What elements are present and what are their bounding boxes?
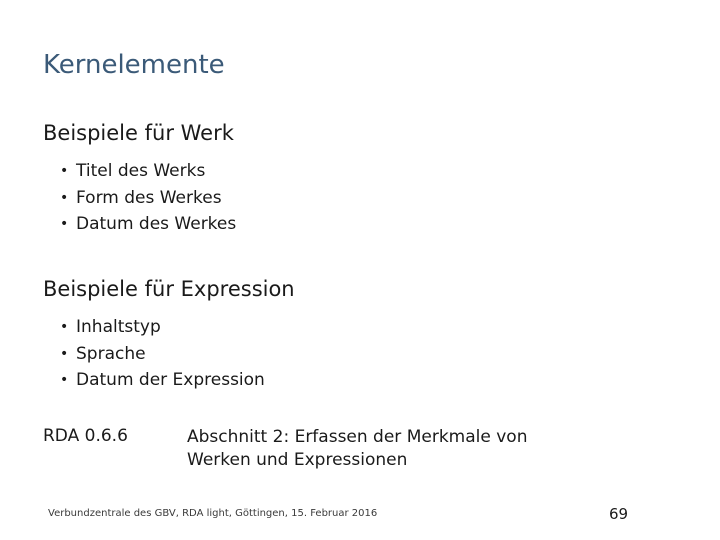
bullet-icon: • [60, 163, 69, 179]
list-item [60, 185, 236, 212]
slide-title: Kernelemente [43, 50, 225, 80]
bullet-icon: • [60, 216, 69, 232]
list-item [60, 314, 265, 341]
list-item [60, 367, 265, 394]
list-item [60, 211, 236, 238]
bullet-icon: • [60, 189, 69, 206]
list-item-text: Sprache [76, 343, 146, 364]
page-number: 69 [609, 505, 629, 523]
rda-reference-description [187, 426, 527, 472]
bullet-icon: • [60, 372, 69, 388]
list-item-text: Form des Werkes [76, 187, 222, 208]
bullet-list-werk [60, 158, 236, 238]
list-item-text: Titel des Werks [76, 161, 206, 181]
bullet-list-expression [60, 314, 265, 394]
list-item-text: Datum der Expression [76, 370, 265, 390]
list-item [60, 158, 236, 185]
list-item-text: Inhaltstyp [76, 317, 161, 337]
rda-reference-line-1: Abschnitt 2: Erfassen der Merkmale von [187, 427, 528, 447]
list-item-text: Datum des Werkes [76, 214, 237, 234]
bullet-icon: • [60, 345, 69, 362]
rda-reference-line-2: Werken und Expressionen [187, 450, 408, 470]
list-item [60, 341, 265, 368]
section-heading-expression: Beispiele für Expression [43, 277, 295, 301]
rda-reference-code: RDA 0.6.6 [43, 426, 128, 446]
section-heading-werk: Beispiele für Werk [43, 121, 234, 145]
footer-text: Verbundzentrale des GBV, RDA light, Göttingen, 15. Februar 2016 [48, 508, 378, 519]
bullet-icon: • [60, 319, 69, 335]
